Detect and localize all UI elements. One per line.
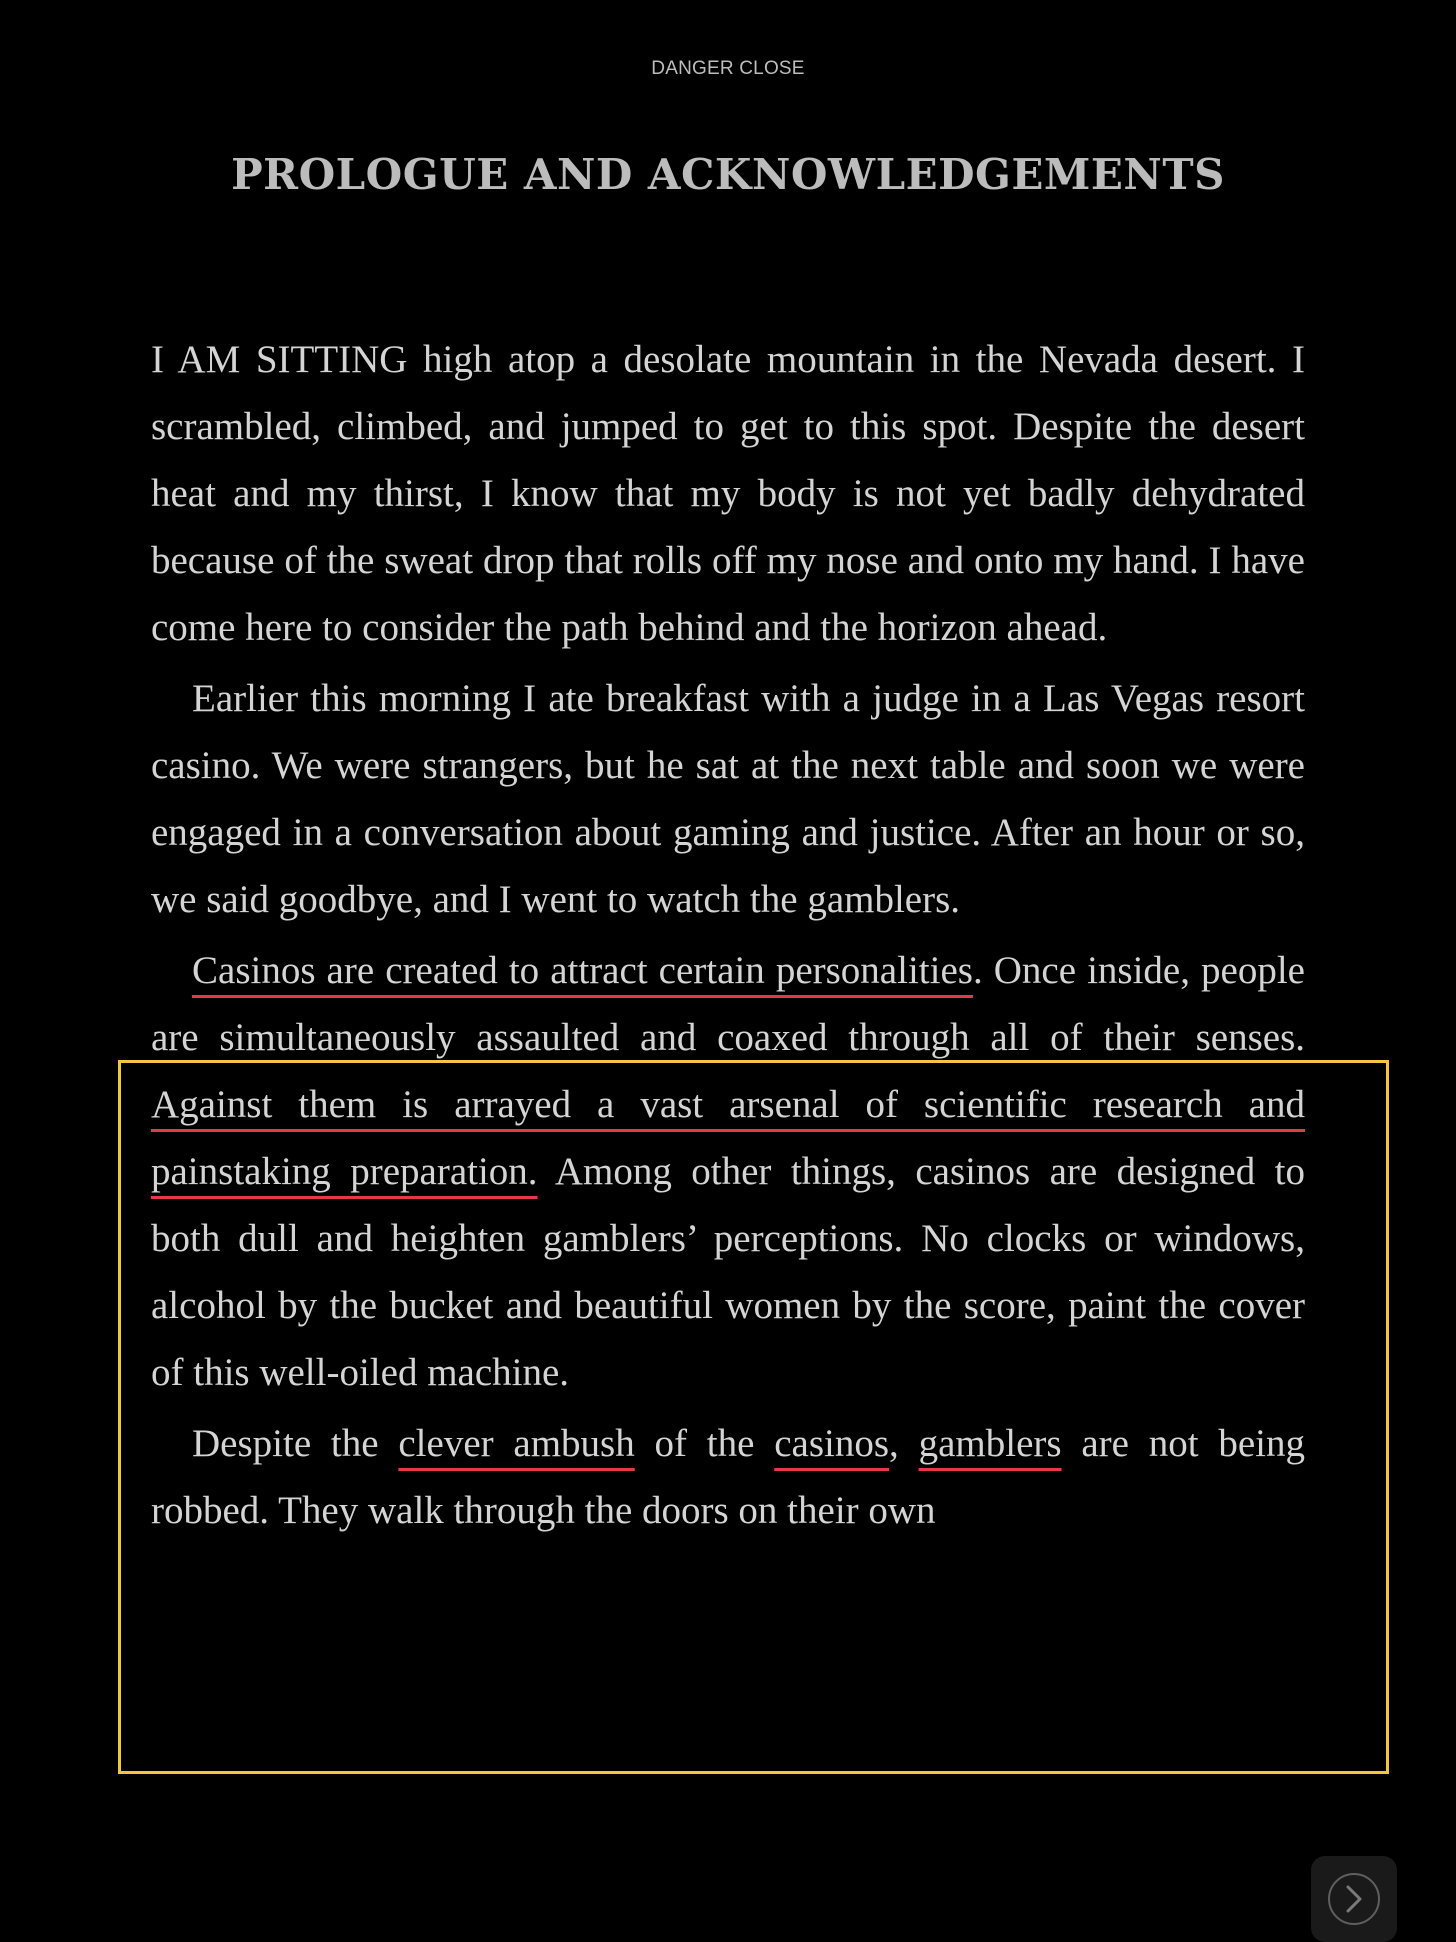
- highlight-underline[interactable]: clever ambush: [398, 1422, 635, 1465]
- highlight-underline[interactable]: Casinos are created to attract certain personalities: [192, 949, 973, 992]
- paragraph-1: I AM SITTING high atop a desolate mountain in the Nevada desert. I scrambled, climbed, and jumped to get to this spot. Despite the desert heat and my thirst, I know that my body is not yet badly dehydrated because of the sweat drop that rolls off my nose and onto my hand. I have come here to consider the path behind and the horizon ahead.: [151, 338, 1305, 649]
- text-run: ,: [889, 1422, 919, 1465]
- highlight-underline[interactable]: gamblers: [918, 1422, 1062, 1465]
- paragraph-3: [151, 937, 1305, 1406]
- paragraph-4: [151, 1410, 1305, 1544]
- text-run: . Once inside, people are simultaneously assaulted and coaxed through all of their senses.: [151, 949, 1305, 1059]
- running-header: DANGER CLOSE: [651, 58, 805, 79]
- text-run: Among other things, casinos are designed to both dull and heighten gamblers’ perceptions. No clocks or windows, alcohol by the bucket and beautiful women by the score, paint the cover of this well-oiled machine.: [151, 1150, 1305, 1394]
- text-run: of the: [634, 1422, 775, 1465]
- highlight-underline[interactable]: casinos: [774, 1422, 890, 1465]
- paragraph-2: Earlier this morning I ate breakfast with a judge in a Las Vegas resort casino. We were strangers, but he sat at the next table and soon we were engaged in a conversation about gaming and justice. After an hour or so, we said goodbye, and I went to watch the gamblers.: [151, 677, 1305, 921]
- page-text: [151, 326, 1305, 1544]
- next-page-button[interactable]: [1311, 1856, 1397, 1942]
- text-run: Despite the: [192, 1422, 399, 1465]
- highlight-underline[interactable]: Against them is arrayed a vast arsenal of scientific research and painstaking preparation.: [151, 1083, 1305, 1193]
- chevron-right-icon: [1328, 1873, 1380, 1925]
- text-run: are not being robbed. They walk through the doors on their own: [151, 1422, 1306, 1532]
- chapter-title: PROLOGUE AND ACKNOWLEDGEMENTS: [231, 150, 1225, 199]
